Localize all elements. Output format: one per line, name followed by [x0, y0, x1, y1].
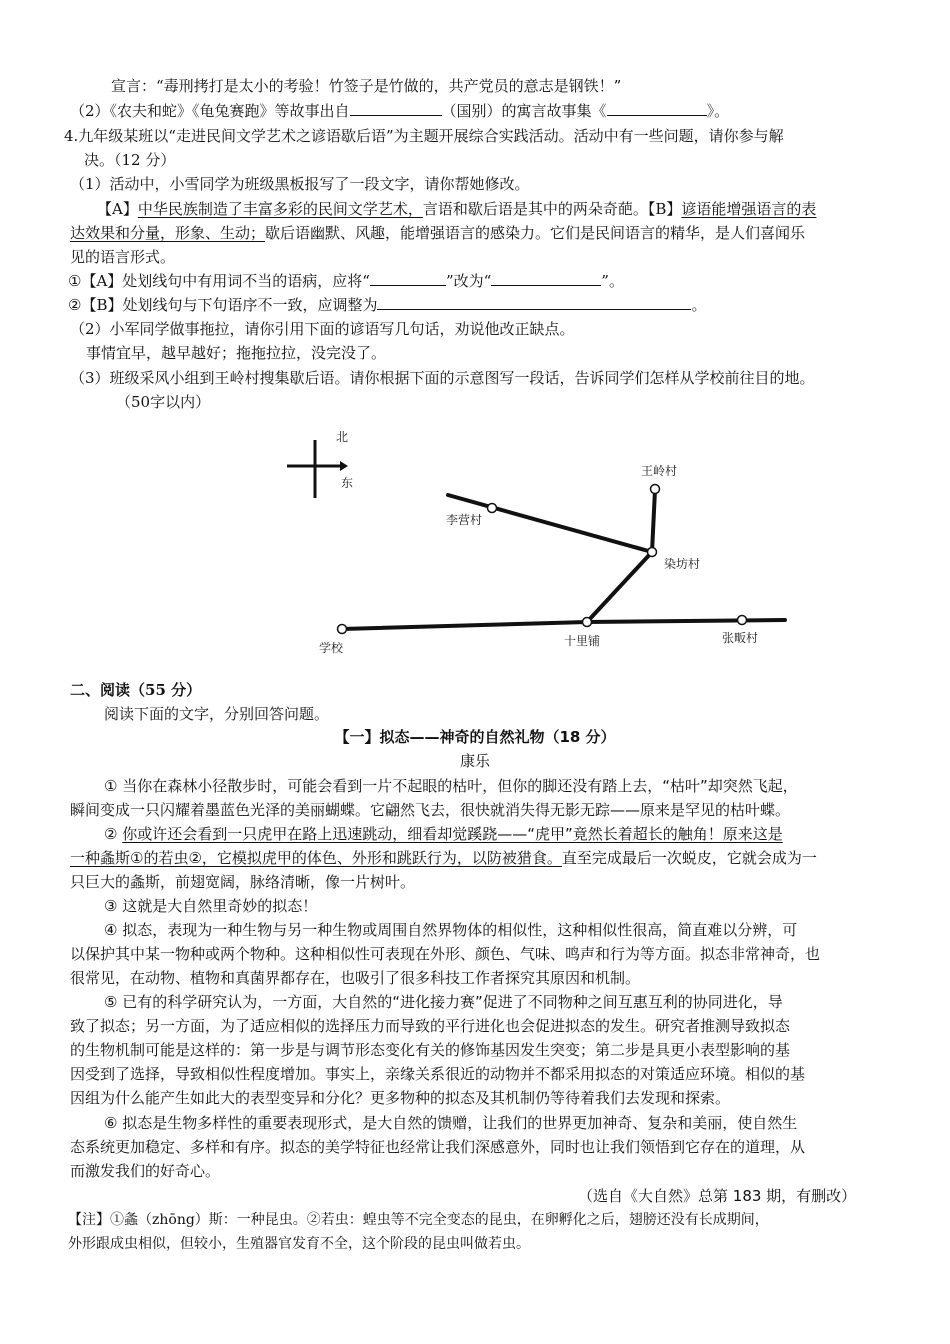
item1-text-a: ①【A】处划线句中有用词不当的语病，应将“ — [68, 272, 370, 290]
para-6-line-2: 态系统更加稳定、多样和有序。拟态的美学特征也经常让我们深感意外，同时也让我们领悟到它存在的道理，从 — [70, 1138, 806, 1156]
para-5-line-5: 因组为什么能产生如此大的表型变异和分化？更多物种的拟态及其机制仍等待着我们去发现和探索。 — [70, 1089, 731, 1107]
para-5-line-2: 致了拟态；另一方面，为了适应相似的选择压力而导致的平行进化也会促进拟态的发生。研究者推测导致拟态 — [70, 1017, 791, 1035]
article-title: 【一】拟态——神奇的自然礼物（18 分） — [334, 728, 616, 746]
question-4-2: （2）小军同学做事拖拉，请你引用下面的谚语写几句话，劝说他改正缺点。 — [70, 320, 575, 338]
correct-word-blank[interactable] — [491, 269, 601, 286]
footnote-line-2: 外形跟成虫相似，但较小，生殖器官发育不全，这个阶段的昆虫叫做若虫。 — [68, 1236, 530, 1252]
para-2-underlined-1: 你或许还会看到一只虎甲在路上迅速跳动，细看却觉蹊跷——“虎甲”竟然长着超长的触角！原来这是 — [122, 825, 783, 843]
passage-line-3: 见的语言形式。 — [70, 248, 176, 266]
item-1-line — [68, 269, 624, 293]
underlined-sentence-b-part1: 谚语能增强语言的表 — [681, 200, 817, 218]
question-4-title: 4.九年级某班以“走进民间文学艺术之谚语歇后语”为主题开展综合实践活动。活动中有一些问题，请你参与解 — [64, 127, 784, 145]
passage-a-rest: 言语和歇后语是其中的两朵奇葩。 — [422, 200, 648, 218]
compass-north-label: 北 — [336, 430, 349, 444]
road-shilipu-zhangfan — [587, 620, 785, 622]
item1-text-c: ”。 — [601, 272, 624, 290]
node-zhangfan — [738, 616, 747, 625]
country-blank[interactable] — [350, 99, 442, 116]
para-6-line-3: 而激发我们的好奇心。 — [70, 1162, 221, 1180]
q2-text-b: （国别）的寓言故事集《 — [441, 102, 607, 120]
underlined-sentence-b-part2: 达效果和分量，形象、生动； — [70, 224, 266, 242]
para-5-line-4: 因受到了选择，导致相似性程度增加。事实上，亲缘关系很近的动物并不都采用拟态的对策适应环境。相似的基 — [70, 1065, 806, 1083]
compass-icon — [287, 440, 348, 498]
para-2-number: ② — [104, 825, 123, 843]
passage-b-rest: 歇后语幽默、风趣，能增强语言的感染力。它们是民间语言的精华，是人们喜闻乐 — [265, 224, 806, 242]
item2-text-a: ②【B】处划线句与下句语序不一致，应调整为 — [68, 296, 378, 314]
para-2-rest: 直至完成最后一次蜕皮，它就会成为一 — [561, 849, 817, 867]
label-wangling: 王岭村 — [641, 464, 678, 478]
passage-line-2 — [70, 221, 805, 245]
article-source: （选自《大自然》总第 183 期，有删改） — [578, 1187, 857, 1205]
tag-b: 【B】 — [647, 200, 682, 218]
para-3: ③ 这就是大自然里奇妙的拟态！ — [104, 897, 318, 915]
word-limit: （50字以内） — [116, 393, 211, 411]
road-ranfang-wangling — [652, 490, 655, 552]
q2-text-a: （2）《农夫和蛇》《龟兔赛跑》等故事出自 — [70, 102, 350, 120]
node-shilipu — [583, 618, 592, 627]
question-4-3: （3）班级采风小组到王岭村搜集歇后语。请你根据下面的示意图写一段话，告诉同学们怎样从学校前往目的地。 — [70, 369, 815, 387]
para-5-line-3: 的生物机制可能是这样的：第一步是与调节形态变化有关的修饰基因发生突变；第二步是具更小表型影响的基 — [70, 1041, 791, 1059]
road-school-shilipu — [342, 622, 587, 629]
route-map — [0, 420, 950, 670]
para-1-line-1: ① 当你在森林小径散步时，可能会看到一片不起眼的枯叶，但你的脚还没有踏上去，“枯叶”却突然飞起， — [104, 777, 798, 795]
footnote-line-1: 【注】①螽（zhōng）斯：一种昆虫。②若虫：蝗虫等不完全变态的昆虫，在卵孵化之后，翅膀还没有长成期间， — [68, 1212, 769, 1228]
item2-text-b: 。 — [691, 296, 707, 314]
para-1-line-2: 瞬间变成一只闪耀着墨蓝色光泽的美丽蝴蝶。它翩然飞去，很快就消失得无影无踪——原来是罕见的枯叶蝶。 — [70, 801, 791, 819]
question-4-1-intro: （1）活动中，小雪同学为班级黑板报写了一段文字，请你帮她修改。 — [70, 175, 530, 193]
para-5-line-1: ⑤ 已有的科学研究认为，一方面，大自然的“进化接力赛”促进了不同物种之间互惠互利的协同进化，导 — [104, 993, 783, 1011]
label-liying: 李营村 — [446, 513, 483, 527]
underlined-sentence-a: 中华民族制造了丰富多彩的民间文学艺术， — [137, 200, 423, 218]
q2-text-c: 》。 — [706, 102, 730, 120]
article-author: 康乐 — [459, 752, 490, 770]
node-wangling — [651, 485, 660, 494]
section-title: 二、阅读（55 分） — [70, 681, 202, 699]
passage-line-1 — [97, 197, 816, 221]
label-ranfang: 染坊村 — [664, 557, 701, 571]
wrong-word-blank[interactable] — [370, 269, 446, 286]
label-zhangfan: 张畈村 — [722, 631, 759, 645]
proverb-line: 事情宜早，越早越好；拖拖拉拉，没完没了。 — [86, 344, 387, 362]
item1-text-b: ”改为“ — [445, 272, 492, 290]
reorder-blank[interactable] — [377, 293, 691, 310]
question-3-2-line — [70, 99, 729, 123]
para-2-line-2 — [70, 846, 817, 870]
reading-instruction: 阅读下面的文字，分别回答问题。 — [104, 705, 330, 723]
para-2-line-1 — [104, 822, 783, 846]
label-school: 学校 — [319, 641, 344, 655]
node-school — [338, 625, 347, 634]
compass-east-label: 东 — [341, 476, 354, 490]
para-4-line-3: 很常见，在动物、植物和真菌界都存在，也吸引了很多科技工作者探究其原因和机制。 — [70, 969, 641, 987]
para-2-underlined-2: 一种螽斯①的若虫②，它模拟虎甲的体色、外形和跳跃行为，以防被猎食。 — [70, 849, 562, 867]
declaration-line: 宣言：“毒刑拷打是太小的考验！竹签子是竹做的，共产党员的意志是钢铁！” — [111, 77, 622, 95]
label-shilipu: 十里铺 — [564, 634, 601, 648]
item-2-line — [68, 293, 707, 317]
node-ranfang — [648, 548, 657, 557]
para-6-line-1: ⑥ 拟态是生物多样性的重要表现形式，是大自然的馈赠，让我们的世界更加神奇、复杂和美丽，使自然生 — [104, 1114, 798, 1132]
para-4-line-2: 以保护其中某一物种或两个物种。这种相似性可表现在外形、颜色、气味、鸣声和行为等方面。拟态非常神奇，也 — [70, 945, 821, 963]
book-blank[interactable] — [607, 99, 707, 116]
para-4-line-1: ④ 拟态，表现为一种生物与另一种生物或周围自然界物体的相似性，这种相似性很高，简直难以分辨，可 — [104, 921, 798, 939]
para-2-line-3: 只巨大的螽斯，前翅宽阔，脉络清晰，像一片树叶。 — [70, 873, 416, 891]
node-liying — [488, 504, 497, 513]
road-shilipu-ranfang — [587, 552, 652, 622]
question-4-title-cont: 决。（12 分） — [84, 151, 176, 169]
tag-a: 【A】 — [97, 200, 138, 218]
